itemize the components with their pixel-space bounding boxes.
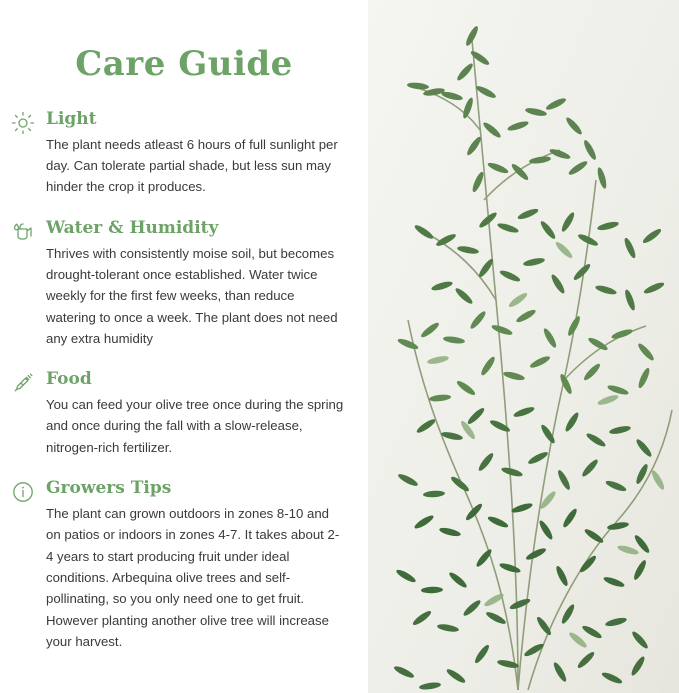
section-heading: Light <box>46 109 97 129</box>
sun-icon <box>10 110 36 136</box>
foliage-illustration <box>368 0 679 693</box>
watering-can-icon <box>10 219 36 245</box>
section-body: The plant can grown outdoors in zones 8-10 and on patios or indoors in zones 4-7. It takes about 2-4 years to start producing fruit under ideal conditions. Arbequina olive trees and self-pollinating, so you only need one to get fruit. However planting another olive tree will increase your harvest. <box>46 505 340 650</box>
section-growers-tips <box>0 479 368 652</box>
section-body: Thrives with consistently moise soil, but becomes drought-tolerant once established. Water twice weekly for the first few weeks, than reduce watering to once a week. The plant does not need any extra humidity <box>46 245 338 346</box>
section-heading: Growers Tips <box>46 478 172 499</box>
section-body: The plant needs atleast 6 hours of full sunlight per day. Can tolerate partial shade, but less sun may hinder the crop it produces. <box>46 136 338 195</box>
section-body: You can feed your olive tree once during the spring and once during the fall with a slow-release, nitrogen-rich fertilizer. <box>46 397 344 455</box>
section-food <box>0 370 368 458</box>
page-title: Care Guide <box>75 44 293 84</box>
section-heading: Water & Humidity <box>46 217 219 238</box>
section-light <box>0 110 368 198</box>
section-heading: Food <box>46 369 92 390</box>
info-circle-icon <box>10 479 36 505</box>
fertilizer-syringe-icon <box>10 370 36 396</box>
olive-tree-photo <box>368 0 679 693</box>
section-water-humidity <box>0 219 368 350</box>
